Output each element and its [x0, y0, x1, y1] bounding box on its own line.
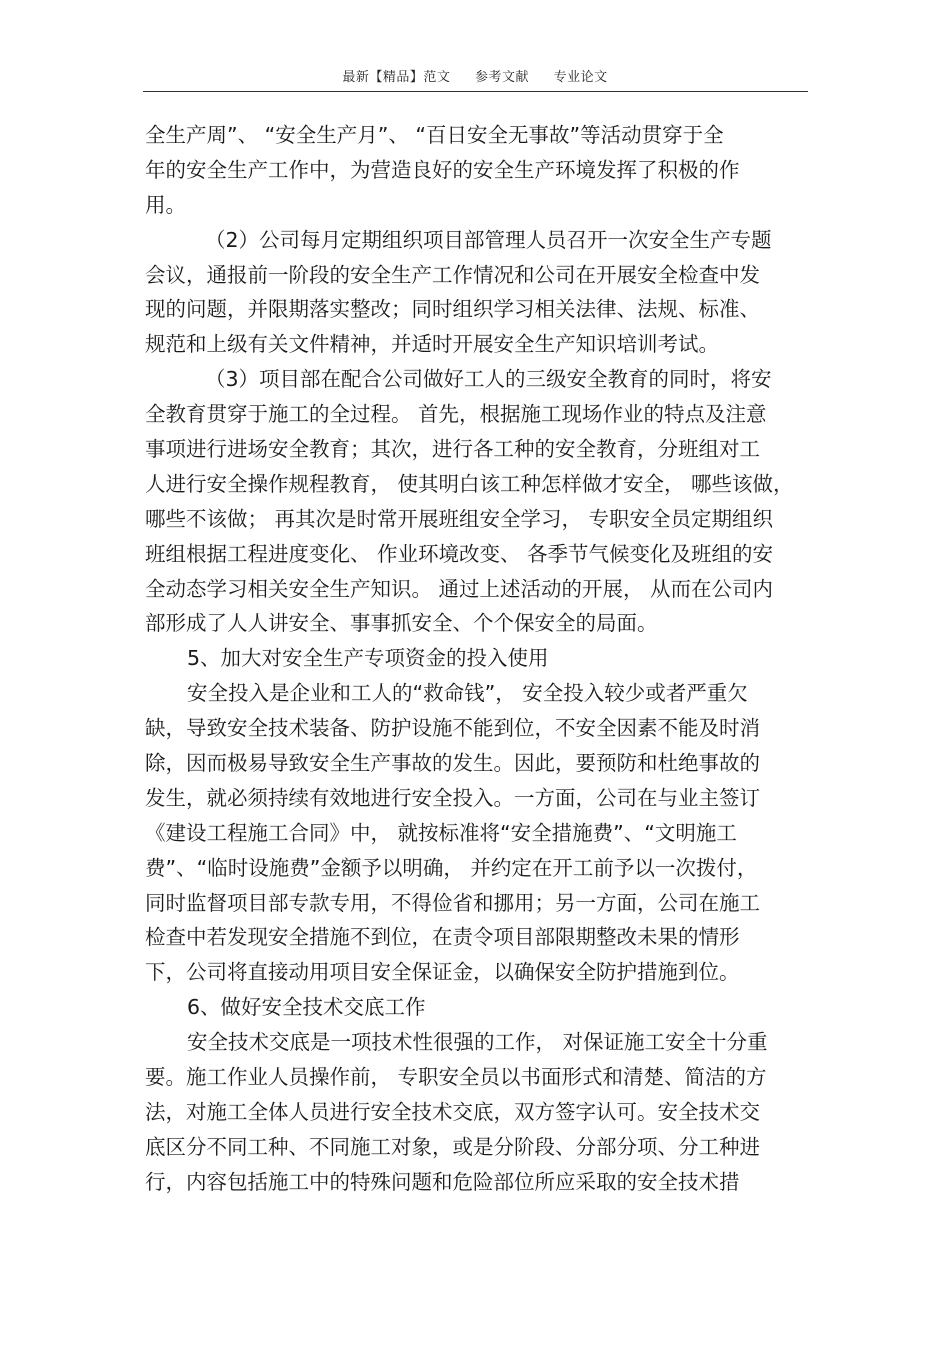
- text-line: 年的安全生产工作中，为营造良好的安全生产环境发挥了积极的作: [145, 157, 740, 182]
- text-line: 现的问题，并限期落实整改；同时组织学习相关法律、法规、标准、: [145, 297, 760, 322]
- text-line: 《建设工程施工合同》中， 就按标准将“安全措施费”、“文明施工: [145, 820, 737, 845]
- text-line: 检查中若发现安全措施不到位，在责令项目部限期整改未果的情形: [145, 925, 740, 950]
- header-item: 参考文献: [474, 70, 529, 85]
- text-line: 费”、“临时设施费”金额予以明确， 并约定在开工前予以一次拨付，: [145, 855, 758, 880]
- text-line: 班组根据工程进度变化、 作业环境改变、 各季节气候变化及班组的安: [145, 541, 774, 566]
- header-divider: [143, 91, 808, 92]
- page-header: [0, 66, 950, 85]
- text-line: 安全投入是企业和工人的“救命钱”， 安全投入较少或者严重欠: [187, 681, 748, 706]
- text-line: 缺，导致安全技术装备、防护设施不能到位，不安全因素不能及时消: [145, 716, 760, 741]
- text-line: 同时监督项目部专款专用，不得俭省和挪用；另一方面，公司在施工: [145, 890, 760, 915]
- text-line: 安全技术交底是一项技术性很强的工作， 对保证施工安全十分重: [187, 1030, 768, 1055]
- text-line: 除，因而极易导致安全生产事故的发生。因此，要预防和杜绝事故的: [145, 751, 760, 776]
- text-line: 部形成了人人讲安全、事事抓安全、个个保安全的局面。: [145, 611, 658, 636]
- text-line: 事项进行进场安全教育；其次，进行各工种的安全教育，分班组对工: [145, 437, 760, 462]
- text-line: 6、做好安全技术交底工作: [187, 995, 426, 1020]
- text-line: 哪些不该做； 再其次是时常开展班组安全学习， 专职安全员定期组织: [145, 506, 774, 531]
- header-item: 最新【精品】范文: [342, 70, 451, 85]
- text-line: 全教育贯穿于施工的全过程。 首先，根据施工现场作业的特点及注意: [145, 402, 767, 427]
- text-line: 用。: [145, 192, 186, 217]
- text-line: 法，对施工全体人员进行安全技术交底，双方签字认可。安全技术交: [145, 1099, 760, 1124]
- text-line: 人进行安全操作规程教育， 使其明白该工种怎样做才安全， 哪些该做，: [145, 471, 794, 496]
- text-line: 行，内容包括施工中的特殊问题和危险部位所应采取的安全技术措: [145, 1169, 740, 1194]
- text-line: 会议，通报前一阶段的安全生产工作情况和公司在开展安全检查中发: [145, 262, 760, 287]
- text-line: 要。施工作业人员操作前， 专职安全员以书面形式和清楚、简洁的方: [145, 1065, 767, 1090]
- text-line: 规范和上级有关文件精神，并适时开展安全生产知识培训考试。: [145, 332, 719, 357]
- text-line: 5、加大对安全生产专项资金的投入使用: [187, 646, 549, 671]
- text-line: 发生，就必须持续有效地进行安全投入。一方面，公司在与业主签订: [145, 785, 760, 810]
- text-line: 全动态学习相关安全生产知识。 通过上述活动的开展， 从而在公司内: [145, 576, 774, 601]
- text-line: 底区分不同工种、不同施工对象，或是分阶段、分部分项、分工种进: [145, 1134, 760, 1159]
- text-line: （2）公司每月定期组织项目部管理人员召开一次安全生产专题: [205, 227, 772, 252]
- header-item: 专业论文: [553, 70, 608, 85]
- text-line: （3）项目部在配合公司做好工人的三级安全教育的同时，将安: [205, 367, 772, 392]
- text-line: 全生产周”、 “安全生产月”、 “百日安全无事故”等活动贯穿于全: [145, 123, 724, 147]
- document-body: [145, 118, 810, 1200]
- text-line: 下，公司将直接动用项目安全保证金，以确保安全防护措施到位。: [145, 960, 740, 985]
